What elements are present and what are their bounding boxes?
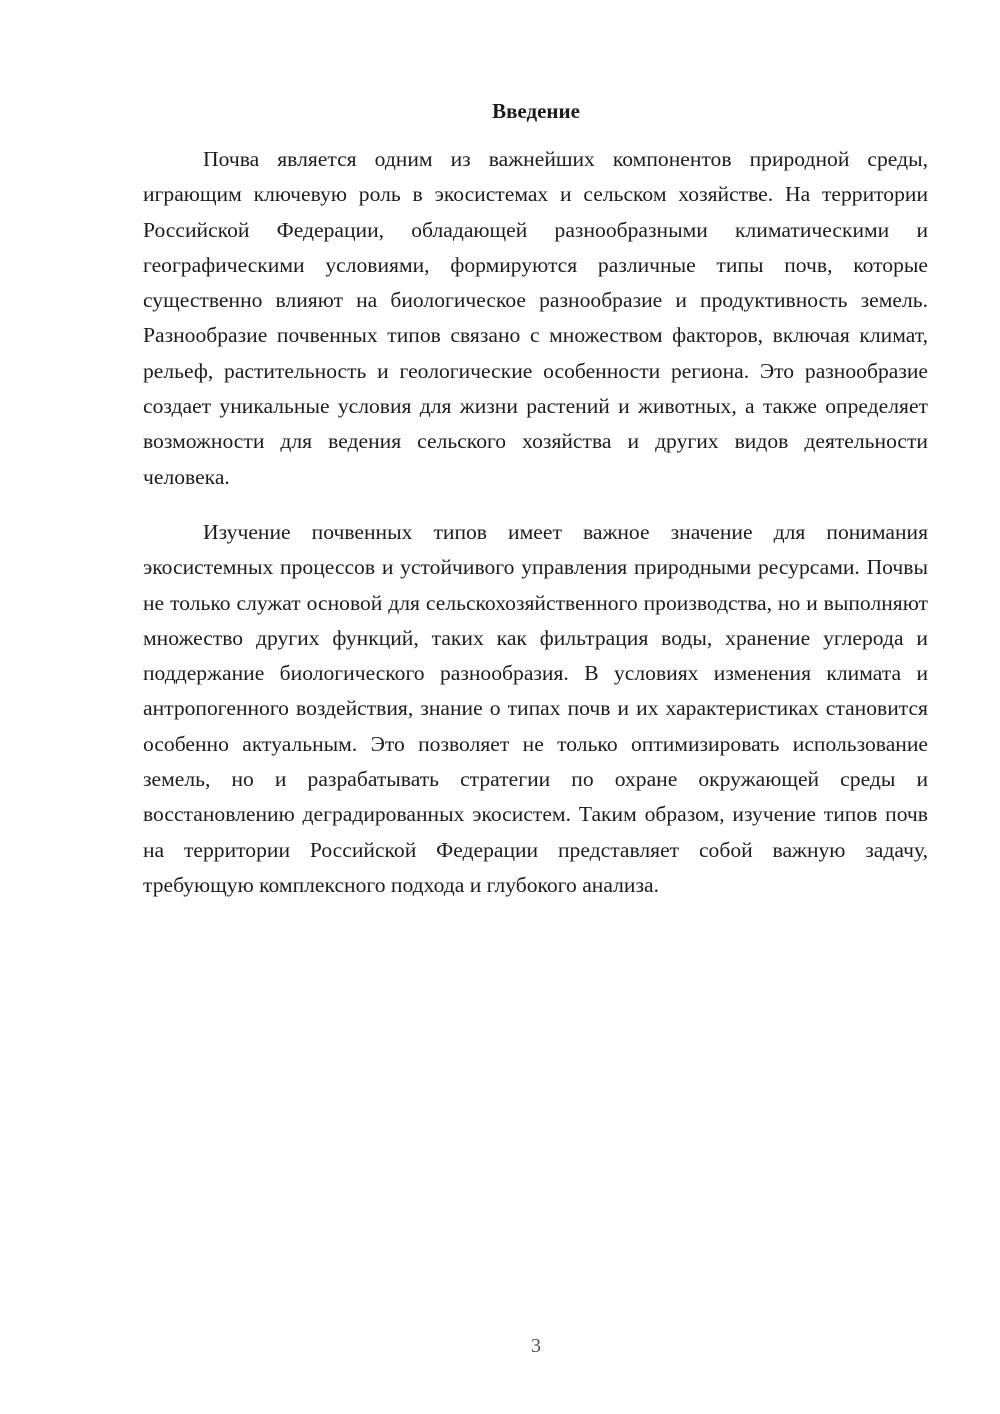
paragraph-1: Почва является одним из важнейших компонентов природной среды, играющим ключевую роль в экосистемах и сельском хозяйстве. На территории Российской Федерации, обладающей разнообразными климатическими и географическими условиями, формируются различные типы почв, которые существенно влияют на биологическое разнообразие и продуктивность земель. Разнообразие почвенных типов связано с множеством факторов, включая климат, рельеф, растительность и геологические особенности региона. Это разнообразие создает уникальные условия для жизни растений и животных, а также определяет возможности для ведения сельского хозяйства и других видов деятельности человека. bbox=[143, 147, 928, 489]
section-heading: Введение bbox=[492, 99, 580, 123]
page-number: 3 bbox=[531, 1335, 541, 1357]
paragraph-2: Изучение почвенных типов имеет важное значение для понимания экосистемных процессов и устойчивого управления природными ресурсами. Почвы не только служат основой для сельскохозяйственного производства, но и выполняют множество других функций, таких как фильтрация воды, хранение углерода и поддержание биологического разнообразия. В условиях изменения климата и антропогенного воздействия, знание о типах почв и их характеристиках становится особенно актуальным. Это позволяет не только оптимизировать использование земель, но и разрабатывать стратегии по охране окружающей среды и восстановлению деградированных экосистем. Таким образом, изучение типов почв на территории Российской Федерации представляет собой важную задачу, требующую комплексного подхода и глубокого анализа. bbox=[143, 519, 928, 897]
body-text bbox=[143, 142, 928, 903]
